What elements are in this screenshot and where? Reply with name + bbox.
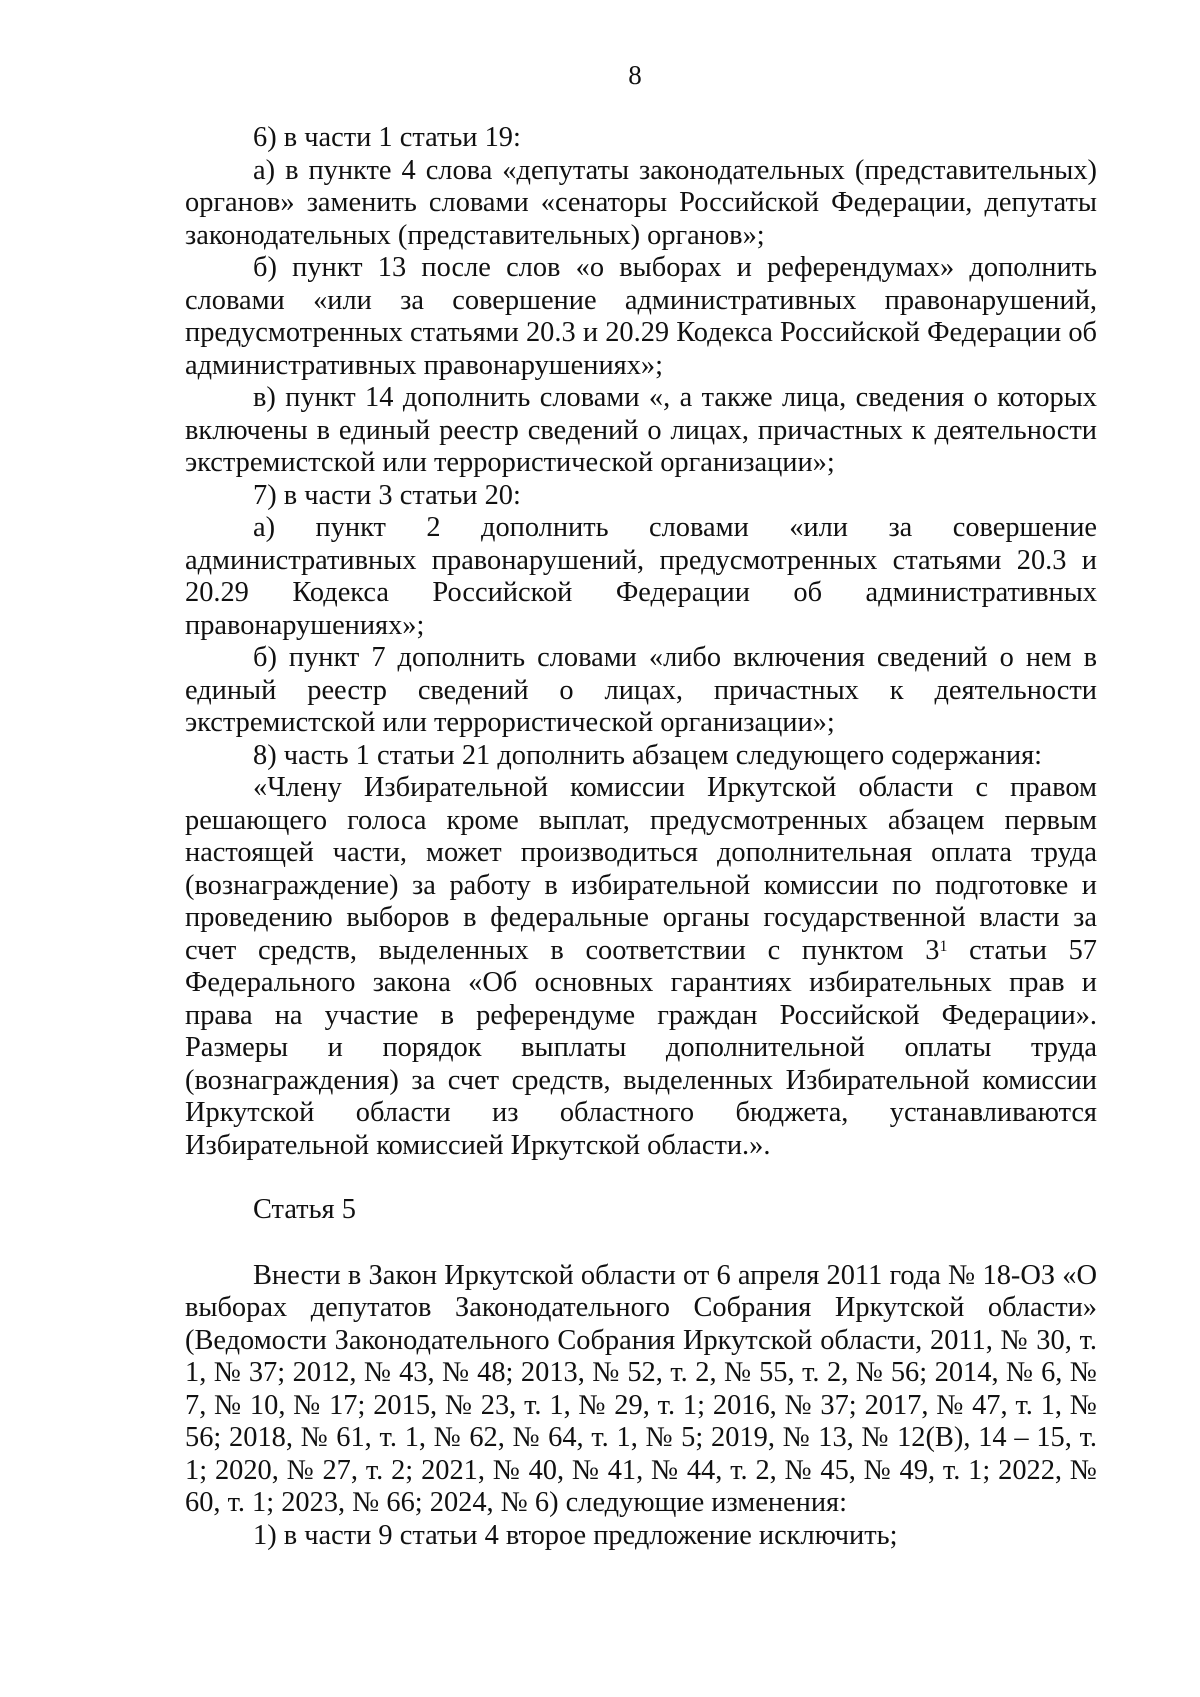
- page-number: 8: [628, 60, 642, 90]
- article-heading: Статья 5: [253, 1194, 356, 1225]
- paragraph: 8) часть 1 статьи 21 дополнить абзацем следующего содержания:: [253, 739, 1043, 771]
- paragraph: 6) в части 1 статьи 19:: [253, 122, 521, 153]
- quoted-paragraph: [185, 772, 1097, 1162]
- paragraph: а) пункт 2 дополнить словами «или за совершение административных правонарушений, предусмотренных статьями 20.3 и 20.29 Кодекса Российской Федерации об административных правонарушениях»;: [185, 512, 1097, 641]
- superscript: 1: [939, 937, 948, 955]
- quote-text-part1: «Члену Избирательной комиссии Иркутской области с правом решающего голоса кроме выплат, предусмотренных абзацем первым настоящей части, может производиться дополнительная оплата труда (вознаграждение) за работу в избирательной комиссии по подготовке и проведению выборов в федеральные органы государственной власти за счет средств, выделенных в соответствии с пунктом 3: [185, 772, 1097, 966]
- paragraph: 7) в части 3 статьи 20:: [253, 479, 521, 511]
- paragraph: а) в пункте 4 слова «депутаты законодательных (представительных) органов» заменить словами «сенаторы Российской Федерации, депутаты законодательных (представительных) органов»;: [185, 154, 1097, 251]
- quote-text-part2: статьи 57 Федерального закона «Об основных гарантиях избирательных прав и права на участие в референдуме граждан Российской Федерации». Размеры и порядок выплаты дополнительной оплаты труда (вознаграждения) за счет средств, выделенных Избирательной комиссии Иркутской области из областного бюджета, устанавливаются Избирательной комиссией Иркутской области.».: [185, 934, 1097, 1161]
- paragraph: б) пункт 13 после слов «о выборах и референдумах» дополнить словами «или за совершение административных правонарушений, предусмотренных статьями 20.3 и 20.29 Кодекса Российской Федерации об административных правонарушениях»;: [185, 252, 1097, 381]
- article-item: 1) в части 9 статьи 4 второе предложение исключить;: [253, 1519, 898, 1551]
- paragraph: в) пункт 14 дополнить словами «, а также лица, сведения о которых включены в единый реестр сведений о лицах, причастных к деятельности экстремистской или террористической организации»;: [185, 382, 1097, 478]
- document-body: [185, 122, 1097, 1552]
- paragraph: б) пункт 7 дополнить словами «либо включения сведений о нем в единый реестр сведений о лицах, причастных к деятельности экстремистской или террористической организации»;: [185, 642, 1097, 738]
- article-intro: Внести в Закон Иркутской области от 6 апреля 2011 года № 18-ОЗ «О выборах депутатов Законодательного Собрания Иркутской области» (Ведомости Законодательного Собрания Иркутской области, 2011, № 30, т. 1, № 37; 2012, № 43, № 48; 2013, № 52, т. 2, № 55, т. 2, № 56; 2014, № 6, № 7, № 10, № 17; 2015, № 23, т. 1, № 29, т. 1; 2016, № 37; 2017, № 47, т. 1, № 56; 2018, № 61, т. 1, № 62, № 64, т. 1, № 5; 2019, № 13, № 12(В), 14 – 15, т. 1; 2020, № 27, т. 2; 2021, № 40, № 41, № 44, т. 2, № 45, № 49, т. 1; 2022, № 60, т. 1; 2023, № 66; 2024, № 6) следующие изменения:: [185, 1259, 1097, 1518]
